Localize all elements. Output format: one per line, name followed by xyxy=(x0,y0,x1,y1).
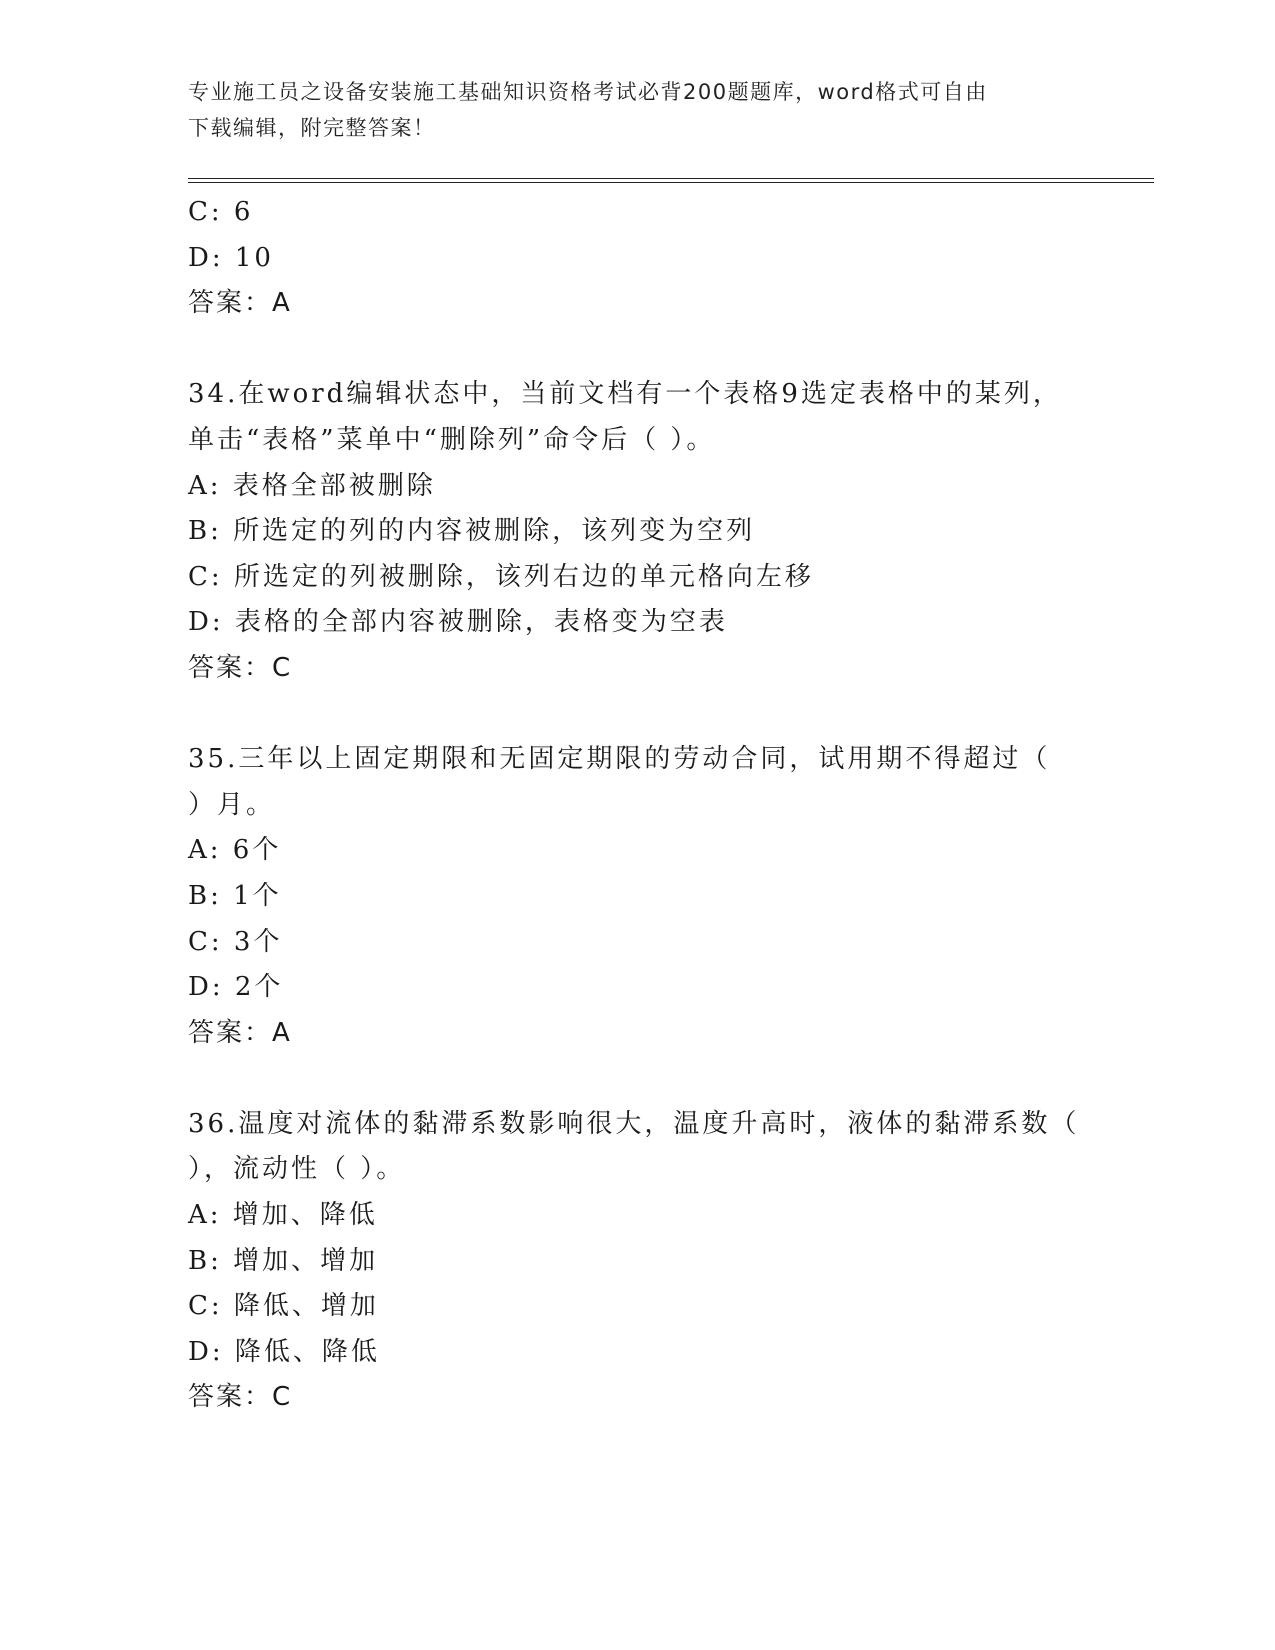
spacer xyxy=(188,327,1088,373)
answer: 答案：C xyxy=(188,1382,293,1413)
header-line-1: 专业施工员之设备安装施工基础知识资格考试必背200题题库，word格式可自由 xyxy=(188,80,988,104)
question-text-line-1: 34.在word编辑状态中，当前文档有一个表格9选定表格中的某列， xyxy=(188,379,1062,410)
prev-question-block xyxy=(188,190,1088,327)
option-c: C: 降低、增加 xyxy=(188,1291,379,1322)
answer: 答案：A xyxy=(188,288,292,319)
option-b: B: 1个 xyxy=(188,880,282,911)
option-c: C: 所选定的列被删除，该列右边的单元格向左移 xyxy=(188,561,814,592)
question-text-line-1: 36.温度对流体的黏滞系数影响很大，温度升高时，液体的黏滞系数（ xyxy=(188,1108,1080,1139)
question-text-line-2: 单击“表格”菜单中“删除列”命令后（ ）。 xyxy=(188,424,716,455)
spacer xyxy=(188,692,1088,738)
spacer xyxy=(188,1056,1088,1102)
document-header xyxy=(188,74,1088,146)
option-a: A: 表格全部被删除 xyxy=(188,470,436,501)
option-d: D: 2个 xyxy=(188,972,284,1003)
header-line-2: 下载编辑，附完整答案！ xyxy=(188,116,436,140)
question-36 xyxy=(188,1102,1088,1421)
option-b: B: 所选定的列的内容被删除，该列变为空列 xyxy=(188,516,756,547)
option-d: D: 降低、降低 xyxy=(188,1336,380,1367)
option-c: C: 6 xyxy=(188,197,254,227)
header-divider-bottom xyxy=(188,182,1154,183)
option-a: A: 增加、降低 xyxy=(188,1200,378,1231)
option-d: D: 10 xyxy=(188,242,274,273)
question-text-line-2: ）月。 xyxy=(188,789,276,820)
document-body xyxy=(188,190,1088,1421)
header-divider-top xyxy=(188,178,1154,179)
option-b: B: 增加、增加 xyxy=(188,1245,379,1276)
question-35 xyxy=(188,737,1088,1056)
answer: 答案：A xyxy=(188,1017,292,1048)
option-a: A: 6个 xyxy=(188,835,282,866)
option-c: C: 3个 xyxy=(188,926,283,957)
answer: 答案：C xyxy=(188,652,293,683)
question-text-line-2: ），流动性（ ）。 xyxy=(188,1154,406,1185)
question-34 xyxy=(188,372,1088,691)
option-d: D: 表格的全部内容被删除，表格变为空表 xyxy=(188,607,728,638)
question-text-line-1: 35.三年以上固定期限和无固定期限的劳动合同，试用期不得超过（ xyxy=(188,744,1051,775)
